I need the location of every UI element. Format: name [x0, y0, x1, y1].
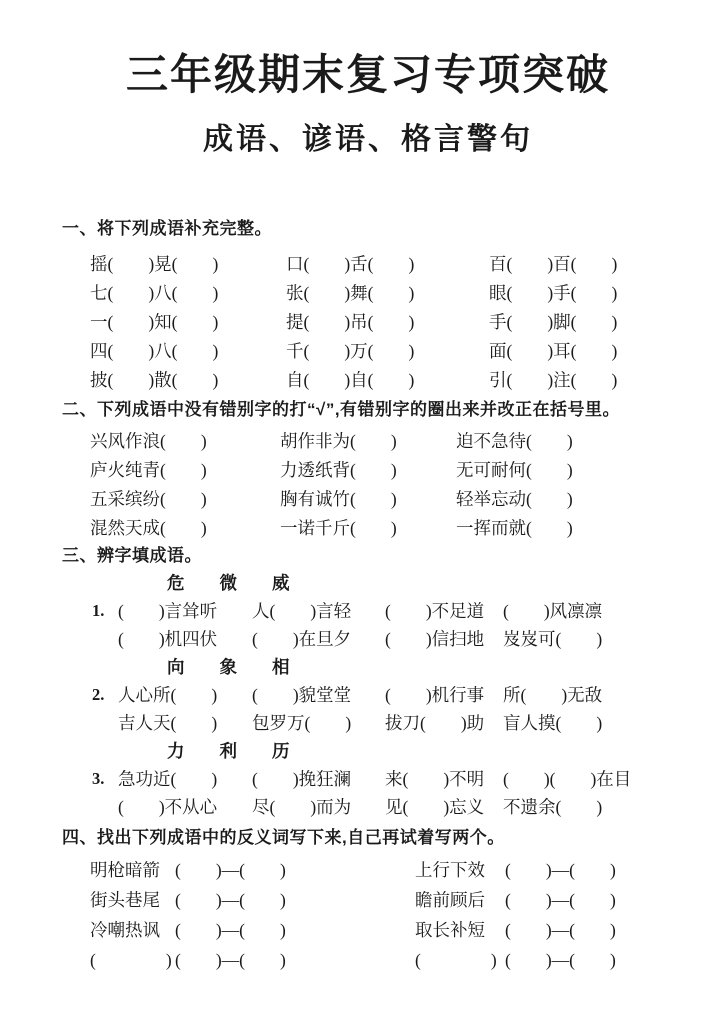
idiom-check: 兴风作浪( ) — [90, 431, 207, 451]
char-group-2-grid — [92, 681, 674, 737]
section-1-grid — [90, 250, 674, 395]
item-number-spacer — [92, 709, 118, 737]
antonym-blanks: ( )—( ) — [505, 950, 616, 970]
antonym-blanks: ( )—( ) — [175, 920, 286, 940]
section-4-grid — [90, 855, 674, 975]
idiom-check: 五采缤纷( ) — [90, 489, 207, 509]
item-number-spacer — [92, 625, 118, 653]
char-group-1 — [62, 569, 674, 653]
section-2-heading: 二、下列成语中没有错别字的打“√”,有错别字的圈出来并改正在括号里。 — [62, 400, 621, 419]
section-3-heading: 三、辨字填成语。 — [62, 546, 202, 565]
antonym-blanks: ( )—( ) — [175, 890, 286, 910]
candidate-characters: 向 象 相 — [167, 657, 290, 677]
page-title: 三年级期末复习专项突破 — [125, 53, 610, 99]
antonym-blanks: ( )—( ) — [505, 890, 616, 910]
idiom-fill: ( )貌堂堂 — [252, 685, 352, 705]
idiom-blank: 提( )吊( ) — [286, 312, 415, 332]
idiom-blank: 四( )八( ) — [90, 341, 219, 361]
idiom-fill: 所( )无敌 — [503, 685, 603, 705]
idiom-fill: ( )挽狂澜 — [252, 769, 352, 789]
section-choose-character — [62, 543, 674, 821]
item-number: 1. — [92, 601, 105, 620]
antonym-blanks: ( )—( ) — [505, 920, 616, 940]
idiom-source: 上行下效 — [415, 860, 485, 880]
candidate-characters: 力 利 历 — [167, 741, 290, 761]
idiom-fill: 盲人摸( ) — [503, 713, 603, 733]
idiom-check: 一诺千斤( ) — [280, 518, 397, 538]
section-find-typos — [62, 397, 674, 543]
idiom-check: 一挥而就( ) — [456, 518, 573, 538]
idiom-check: 混然天成( ) — [90, 518, 207, 538]
section-complete-idioms — [62, 216, 674, 395]
idiom-source: 瞻前顾后 — [415, 890, 485, 910]
idiom-fill: ( )言耸听 — [118, 601, 218, 621]
idiom-check: 轻举忘动( ) — [456, 489, 573, 509]
idiom-blank: 引( )注( ) — [489, 370, 618, 390]
idiom-blank: 自( )自( ) — [286, 370, 415, 390]
idiom-source: 明枪暗箭 — [90, 860, 160, 880]
idiom-fill: ( )不足道 — [385, 601, 485, 621]
idiom-blank: 一( )知( ) — [90, 312, 219, 332]
idiom-fill: ( )不从心 — [118, 797, 218, 817]
section-antonyms — [62, 825, 674, 975]
idiom-fill: 尽( )而为 — [252, 797, 352, 817]
idiom-check: 力透纸背( ) — [280, 460, 397, 480]
idiom-fill: 人心所( ) — [118, 685, 218, 705]
idiom-source: 取长补短 — [415, 920, 485, 940]
section-2-grid — [90, 427, 674, 543]
idiom-check: 庐火纯青( ) — [90, 460, 207, 480]
idiom-check: 迫不急待( ) — [456, 431, 573, 451]
idiom-blank: 手( )脚( ) — [489, 312, 618, 332]
idiom-check: 胸有诚竹( ) — [280, 489, 397, 509]
antonym-blanks: ( )—( ) — [505, 860, 616, 880]
idiom-fill: ( )( )在目 — [503, 769, 632, 789]
idiom-fill: 见( )忘义 — [385, 797, 485, 817]
idiom-blank: 张( )舞( ) — [286, 283, 415, 303]
idiom-fill: 岌岌可( ) — [503, 629, 603, 649]
idiom-blank: 七( )八( ) — [90, 283, 219, 303]
item-number: 2. — [92, 685, 105, 704]
char-group-1-grid — [92, 597, 674, 653]
idiom-fill: ( )信扫地 — [385, 629, 485, 649]
idiom-check: 胡作非为( ) — [280, 431, 397, 451]
char-group-3-grid — [92, 765, 674, 821]
item-number-spacer — [92, 793, 118, 821]
antonym-blanks: ( )—( ) — [175, 860, 286, 880]
idiom-blank: 面( )耳( ) — [489, 341, 618, 361]
idiom-blank: 口( )舌( ) — [286, 254, 415, 274]
idiom-source: 街头巷尾 — [90, 890, 160, 910]
idiom-blank: 摇( )晃( ) — [90, 254, 219, 274]
antonym-blanks: ( )—( ) — [175, 950, 286, 970]
idiom-fill: 包罗万( ) — [252, 713, 352, 733]
item-number: 3. — [92, 769, 105, 788]
idiom-fill: ( )机行事 — [385, 685, 485, 705]
idiom-fill: 急功近( ) — [118, 769, 218, 789]
idiom-fill: 拔刀( )助 — [385, 713, 485, 733]
char-group-3 — [62, 737, 674, 821]
candidate-characters: 危 微 威 — [167, 573, 290, 593]
idiom-blank: 百( )百( ) — [489, 254, 618, 274]
idiom-blank: 眼( )手( ) — [489, 283, 618, 303]
idiom-write-own: ( ) — [90, 950, 172, 970]
idiom-check: 无可耐何( ) — [456, 460, 573, 480]
idiom-source: 冷嘲热讽 — [90, 920, 160, 940]
section-1-heading: 一、将下列成语补充完整。 — [62, 219, 272, 238]
idiom-write-own: ( ) — [415, 950, 497, 970]
idiom-fill: ( )在旦夕 — [252, 629, 352, 649]
page-subtitle: 成语、谚语、格言警句 — [203, 123, 533, 156]
idiom-blank: 千( )万( ) — [286, 341, 415, 361]
idiom-blank: 披( )散( ) — [90, 370, 219, 390]
section-4-heading: 四、找出下列成语中的反义词写下来,自己再试着写两个。 — [62, 828, 505, 847]
idiom-fill: 吉人天( ) — [118, 713, 218, 733]
idiom-fill: 来( )不明 — [385, 769, 485, 789]
idiom-fill: 人( )言轻 — [252, 601, 352, 621]
idiom-fill: ( )机四伏 — [118, 629, 218, 649]
char-group-2 — [62, 653, 674, 737]
idiom-fill: 不遗余( ) — [503, 797, 603, 817]
idiom-fill: ( )风凛凛 — [503, 601, 603, 621]
